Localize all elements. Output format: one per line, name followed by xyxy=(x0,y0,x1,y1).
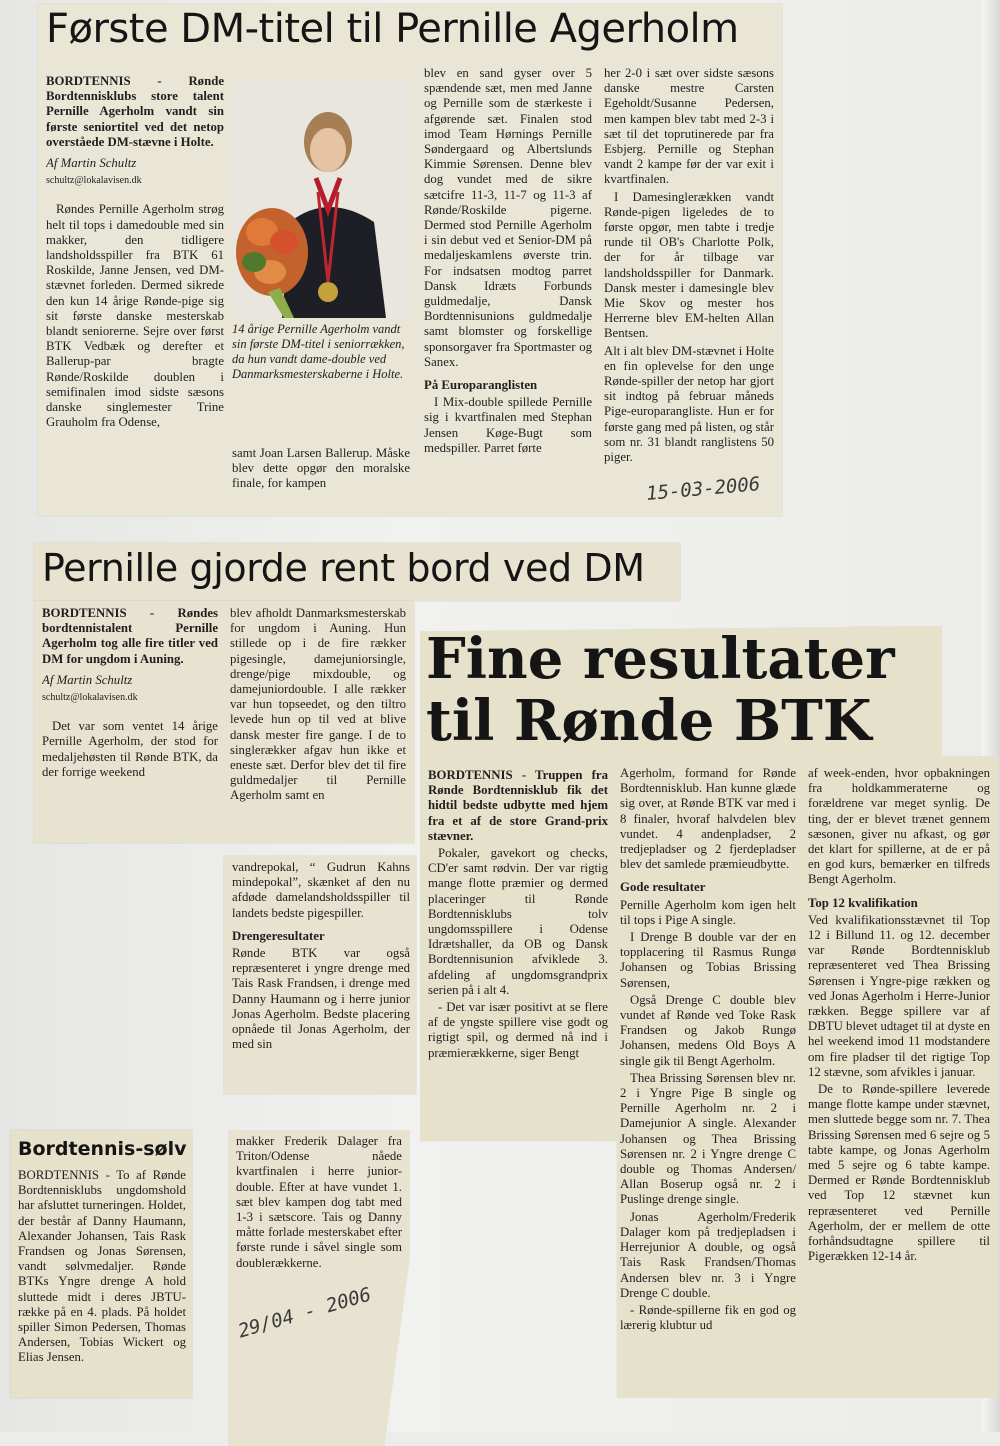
article2-body-col3: vandrepokal, “ Gudrun Kahns mindepokal”, skænket af den nu afdøde damelandsholdsspiller til landets bedste pigespiller. xyxy=(232,860,410,920)
article4-column-3 xyxy=(808,766,990,1386)
article1-date-stamp: 15-03-2006 xyxy=(645,473,762,505)
article1-body-col1: Røndes Pernille Agerholm strøg helt til tops i damedouble med sin makker, den tidligere landsholdsspiller fra BTK 61 Roskilde, Janne Jensen, ved DM-stævnet forleden. Dermed sikrede den kun 14 årige Rønde-pige sig sit første danske mesterskab blandt seniorerne. Sejre over først BTK Vedbæk og derefter et Ballerup-par bragte Rønde/Roskilde doublen i semifinalen imod sidste sæsons danske singlemester Trine Grauholm fra Odense, xyxy=(46,202,224,430)
article1-body-col3: blev en sand gyser over 5 spændende sæt, men med Janne og Pernille som de stærkeste i afgørende sæt. Finalen stod imod Team Hørnings Pernille Søndergaard og Albertslunds Kimmie Sørensen. Denne blev dog vundet med de sikre sætcifre 11-3, 11-7 og 11-3 af Rønde/Roskilde pigerne. Dermed stod Pernille Agerholm i sin debut ved et Senior-DM på medaljeskamlens øverste trin. For indsatsen modtog parret Dansk Idræts Forbunds guldmedalje, Dansk Bordtennisunions guldmedalje samt blomster og forskellige sponsorgaver fra Sportmaster og Sanex. xyxy=(424,66,592,369)
article3-headline: Bordtennis-sølv xyxy=(18,1138,187,1160)
article1-column-2-bottom xyxy=(232,446,410,514)
article2-column-2 xyxy=(230,606,406,834)
article2-column-4 xyxy=(236,1134,402,1282)
article4-body-col1-p2: - Det var især positivt at se flere af de yngste spillere vise godt og rigtigt spil, og dermed nå ind i præmierækkerne, siger Bengt xyxy=(428,1000,608,1060)
article4-body-col2: Agerholm, formand for Rønde Bordtennisklub. Han kunne glæde sig over, at Rønde BTK var med i 8 finaler, hvoraf halvdelen blev vundet. 4 andenpladser, 2 tredjepladser og 2 fjerdepladser blev det samlede præmieudbytte. xyxy=(620,766,796,872)
article4-subheading-1: Gode resultater xyxy=(620,880,706,895)
article4-body-col2-p1: Pernille Agerholm kom igen helt til tops i Pige A single. xyxy=(620,897,796,927)
article2-date-stamp: 29/04 - 2006 xyxy=(235,1283,374,1343)
article2-column-1 xyxy=(42,606,218,834)
article4-column-2 xyxy=(620,766,796,1400)
article4-headline: Fine resultater til Rønde BTK xyxy=(426,626,895,754)
article2-email: schultz@lokalavisen.dk xyxy=(42,692,138,704)
article3-body-column xyxy=(18,1168,186,1396)
article4-subheading-2: Top 12 kvalifikation xyxy=(808,895,918,910)
article2-lead: BORDTENNIS - Røndes bordtennistalent Pernille Agerholm tog alle fire titler ved DM for ungdom i Auning. xyxy=(42,606,218,666)
article4-body-col2-p4: Thea Brissing Sørensen blev nr. 2 i Yngre Pige B single og Pernille Agerholm nr. 2 i Damejunior A single. Alexander Johansen og Thea Brissing Sørensen nr. 2 i Yngre drenge C double og Thomas Andersen/ Allan Boserup også nr. 2 i Puslinge drenge single. xyxy=(620,1070,796,1207)
article2-body-col2: blev afholdt Danmarksmesterskab for ungdom i Auning. Hun stillede op i de fire rækker pigesingle, damejuniorsingle, drenge/pige mixdouble, og damejuniordouble. I alle rækker var hun topseedet, og den tiltro levede hun op til ved at blive dansk mester fire gange. I de to singlerækker afgav hun ikke et eneste sæt. Derfor blev det til fire guldmedaljer til Pernille Agerholm samt en xyxy=(230,606,406,803)
photo-girl-with-flowers xyxy=(232,82,412,318)
article4-body-col1: Pokaler, gavekort og checks, CD'er samt rødvin. Der var rigtig mange flotte præmier og dermed placeringer til Rønde Bordtennisklubs tolv ungdomsspillere i Odense Idrætshaller, da OB og Dansk Bordtennisunion afviklede 3. afdeling af ungdomsgrandprix serien på i alt 4. xyxy=(428,846,608,997)
article2-headline: Pernille gjorde rent bord ved DM xyxy=(42,546,645,590)
article4-body-col2-p5: Jonas Agerholm/Frederik Dalager kom på tredjepladsen i Herrejunior A double, og også Tais Rask Frandsen/Thomas Andersen blev nr. 3 i Yngre Drenge C double. xyxy=(620,1209,796,1300)
article4-lead: BORDTENNIS - Truppen fra Rønde Bordtennisklub fik det hidtil bedste udbytte med hjem fra et af de store Grand-prix stævner. xyxy=(428,768,608,843)
article2-column-3 xyxy=(232,860,410,1090)
article1-lead: BORDTENNIS - Rønde Bordtennisklubs store talent Pernille Agerholm vandt sin første seniortitel ved det netop overståede DM-stævne i Holte. xyxy=(46,74,224,149)
article1-body-col4-p2: I Damesinglerækken vandt Rønde-pigen ligeledes de to første opgør, men tabte i tredje runde til OB's Charlotte Polk, der for år tilbage var landsholdsspiller for Danmark. Dansk mester i damesingle blev Mie Skov og mester hos Herrerne blev EM-helten Allan Bentsen. xyxy=(604,189,774,341)
article1-body-col2: samt Joan Larsen Ballerup. Måske blev dette opgør den moralske finale, for kampen xyxy=(232,446,410,491)
article4-body-col2-p6: - Rønde-spillerne fik en god og lærerig klubtur ud xyxy=(620,1302,796,1333)
article4-body-col3: af week-enden, hvor opbakningen fra holdkammeraterne og forældrene var meget synlig. De ting, der er blevet trænet gennem sæsonen, giver nu afkast, og gør det klart for spillerne, at de er på en god kurs, bemærker en tilfreds Bengt Agerholm. xyxy=(808,766,990,887)
article3-body: BORDTENNIS - To af Rønde Bordtennisklubs ungdomshold har afsluttet turneringen. Holdet, der består af Danny Haumann, Alexander Johansen, Tais Rask Frandsen og Jonas Sørensen, vandt sølvmedaljer. Rønde BTKs Yngre drenge A hold sluttede midt i deres JBTU-række på en 4. plads. På holdet spiller Simon Pedersen, Thomas Andersen, Tobias Wickert og Elias Jensen. xyxy=(18,1168,186,1365)
article1-body-col4-p1: her 2-0 i sæt over sidste sæsons danske mestre Carsten Egeholdt/Susanne Pedersen, men kampen blev tabt med 2-3 i sæt til det toprutinerede par fra Esbjerg. Pernille og Stephan vandt 2 kampe før der var exit i kvartfinalen. xyxy=(604,66,774,187)
article2-byline: Af Martin Schultz xyxy=(42,672,133,687)
article1-photo xyxy=(232,82,412,318)
article1-column-1 xyxy=(46,74,224,514)
article2-body-col4: makker Frederik Dalager fra Triton/Odense nåede kvartfinalen i herre junior-double. Efter at have vundet 1. sæt blev kampen dog tabt med 1-3 i sætscore. Tais og Danny måtte forlade mesterskabet efter første runde i såvel single som doublerækkerne. xyxy=(236,1134,402,1270)
article2-body-col1: Det var som ventet 14 årige Pernille Agerholm, der stod for medaljehøsten til Rønde BTK, da der forrige weekend xyxy=(42,719,218,779)
article4-body-col3-p2: De to Rønde-spillere leverede mange flotte kampe under stævnet, men sluttede begge som nr. 7. Thea Brissing Sørensen med 6 sejre og 5 tabte kampe, og Jonas Agerholm med 5 sejre og 6 tabte kampe. Dermed er Rønde Bordtennisklub ved Top 12 stævnet kun repræsenteret ved Pernille Agerholm, der er mellem de otte forhåndsudtagne spillere til Pigerækken 12-14 år. xyxy=(808,1082,990,1264)
article2-body-col3-tail: Rønde BTK var også repræsenteret i yngre drenge med Tais Rask Frandsen, i drenge med Danny Haumann og i herre junior Jonas Agerholm. Bedste placering opnåede til Jonas Agerholm, der med sin xyxy=(232,946,410,1052)
article4-body-col2-p2: I Drenge B double var der en topplacering til Rasmus Rungø Johansen og Tobias Brissing Sørensen, xyxy=(620,930,796,990)
article1-column-4 xyxy=(604,66,774,514)
article1-byline: Af Martin Schultz xyxy=(46,156,137,171)
article1-headline: Første DM-titel til Pernille Agerholm xyxy=(46,6,739,52)
article1-body-col3-tail: I Mix-double spillede Pernille sig i kvartfinalen med Stephan Jensen Køge-Bugt som medspiller. Parret førte xyxy=(424,395,592,455)
article1-photo-caption: 14 årige Pernille Agerholm vandt sin første DM-titel i seniorrækken, da hun vandt dame-double ved Danmarksmesterskaberne i Holte. xyxy=(232,322,405,381)
article1-subheading: På Europaranglisten xyxy=(424,378,538,393)
article4-body-col2-p3: Også Drenge C double blev vundet af Rønde ved Toke Rask Frandsen og Jakob Rungø Johansen, medens Old Boys A single gik til Bengt Agerholm. xyxy=(620,992,796,1068)
article1-column-3 xyxy=(424,66,592,514)
article4-column-1 xyxy=(428,768,608,1140)
article2-subheading: Drengeresultater xyxy=(232,928,325,943)
article1-email: schultz@lokalavisen.dk xyxy=(46,175,142,187)
article4-body-col3-p1: Ved kvalifikationsstævnet til Top 12 i Billund 11. og 12. december var Rønde Bordtennisklub repræsenteret ved Thea Brissing Sørensen i Yngre-pige rækken og ved Jonas Agerholm i Herre-Junior rækken. Begge spillere var af DBTU blevet udtaget til at dyste en hel weekend imod 11 modstandere om fire pladser til det rigtige Top 12 stævne, som afvikles i januar. xyxy=(808,912,990,1079)
article1-body-col4-p3: Alt i alt blev DM-stævnet i Holte en fin oplevelse for den unge Rønde-spiller der netop har gjort sit indtog på februar måneds Pige-europaranglistе. Hun er for første gang med på listen, og står som nr. 31 blandt ranglistens 50 piger. xyxy=(604,343,774,465)
